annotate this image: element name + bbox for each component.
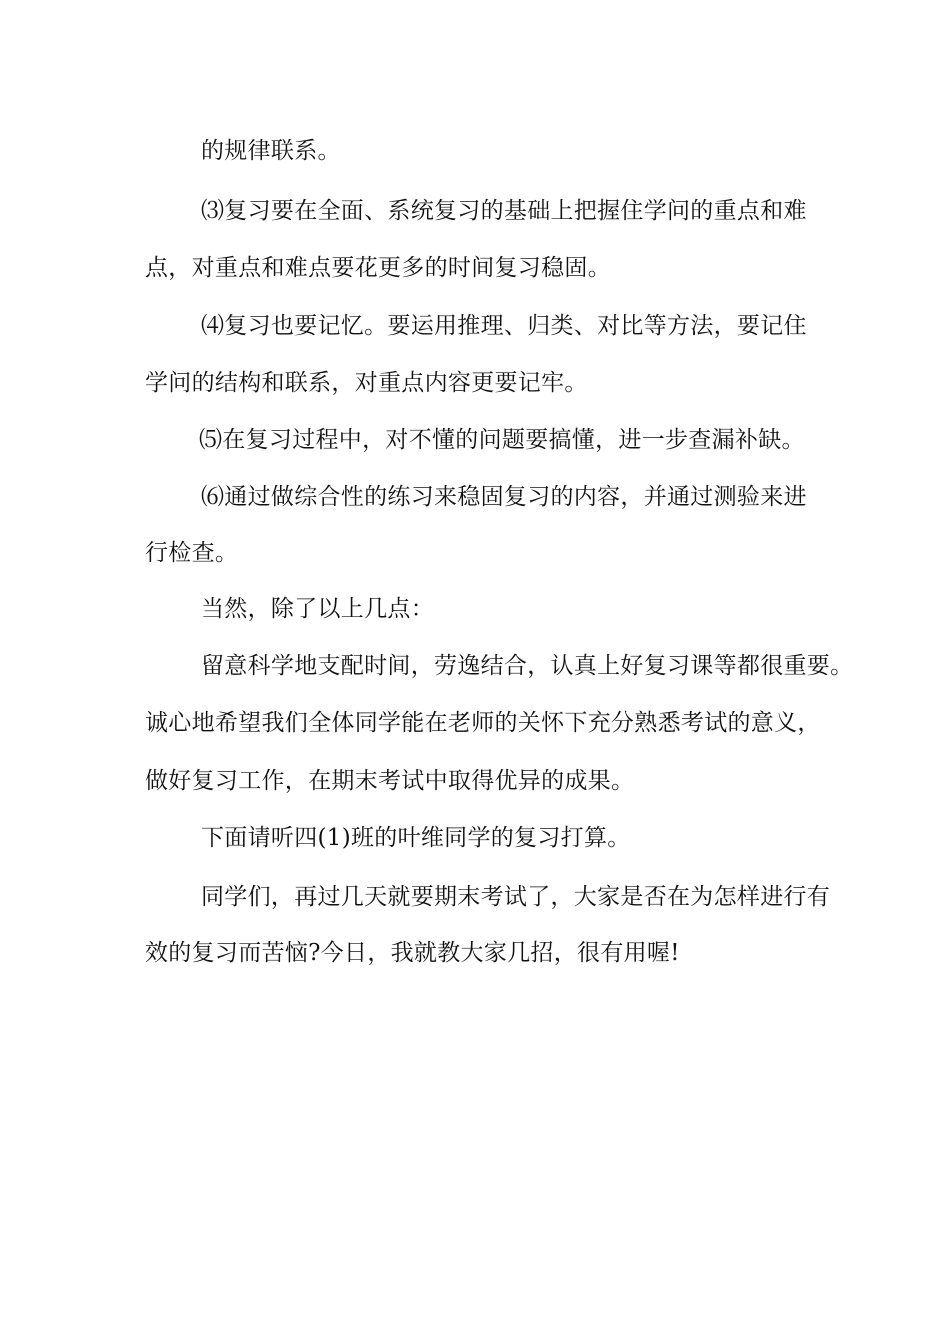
text-line: 做好复习工作，在期末考试中取得优异的成果。 bbox=[145, 768, 635, 794]
text-line: ⑷复习也要记忆。要运用推理、归类、对比等方法，要记住 bbox=[201, 313, 807, 339]
text-line: 下面请听四(1)班的叶维同学的复习打算。 bbox=[201, 825, 631, 851]
text-line: 当然，除了以上几点： bbox=[201, 596, 434, 622]
text-line: 点，对重点和难点要花更多的时间复习稳固。 bbox=[145, 255, 611, 281]
text-line: 诚心地希望我们全体同学能在老师的关怀下充分熟悉考试的意义， bbox=[145, 710, 821, 736]
text-line: 同学们，再过几天就要期末考试了，大家是否在为怎样进行有 bbox=[201, 884, 831, 910]
text-line: 行检查。 bbox=[145, 540, 239, 566]
text-line: 效的复习而苦恼?今日，我就教大家几招，很有用喔! bbox=[145, 940, 680, 966]
text-line: 的规律联系。 bbox=[201, 138, 341, 164]
text-line: ⑶复习要在全面、系统复习的基础上把握住学问的重点和难 bbox=[201, 198, 807, 224]
text-line: ⑸在复习过程中，对不懂的问题要搞懂，进一步查漏补缺。 bbox=[199, 427, 805, 453]
text-line: ⑹通过做综合性的练习来稳固复习的内容，并通过测验来进 bbox=[201, 484, 807, 510]
text-line: 学问的结构和联系，对重点内容更要记牢。 bbox=[145, 370, 588, 396]
text-line: 留意科学地支配时间，劳逸结合，认真上好复习课等都很重要。 bbox=[201, 653, 854, 679]
